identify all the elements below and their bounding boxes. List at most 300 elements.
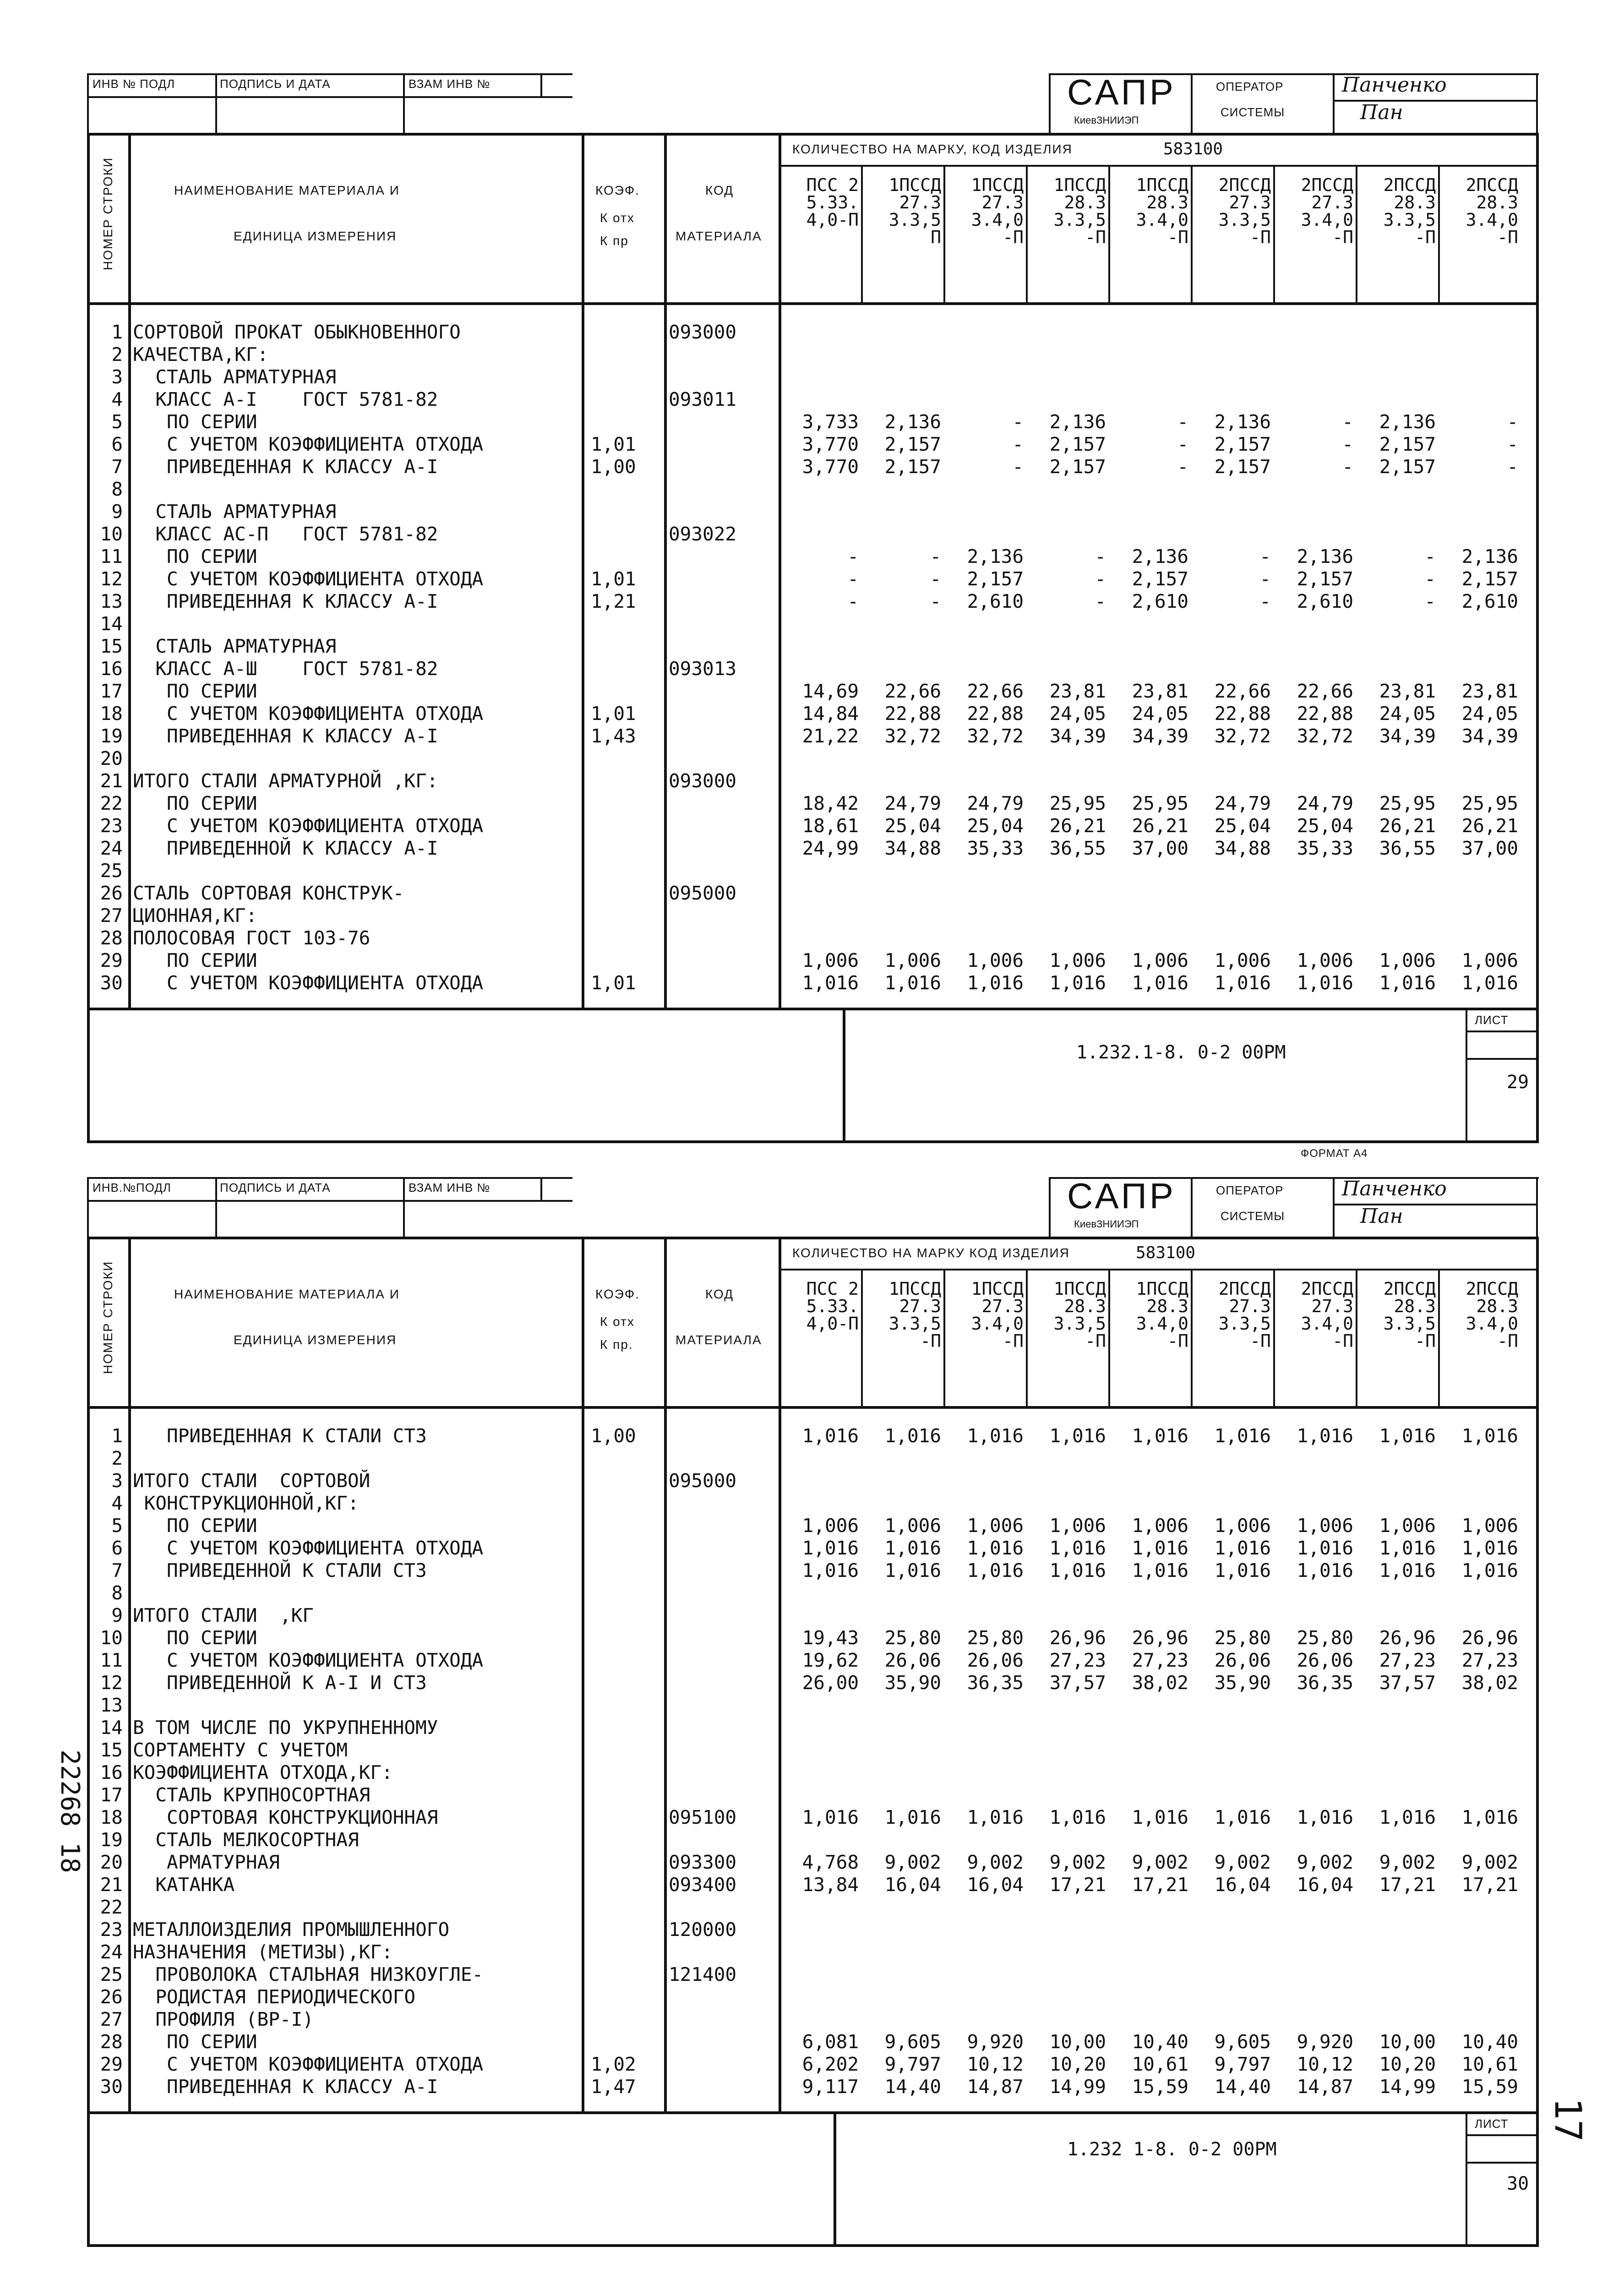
quantity-cell: 1,016 (967, 1806, 1024, 1828)
quantity-cell: 1,016 (802, 972, 859, 994)
table-row (82, 1514, 1534, 1537)
quantity-cell: 24,79 (1214, 792, 1271, 814)
format-label: ФОРМАТ А4 (1301, 1147, 1368, 1160)
quantity-cell: - (1342, 456, 1353, 478)
quantity-cell: 6,081 (802, 2031, 859, 2053)
quantity-cell: 22,66 (1297, 680, 1353, 702)
material-code: 093000 (669, 770, 737, 792)
quantity-cell: 1,016 (967, 972, 1024, 994)
quantity-cell: - (1095, 568, 1106, 590)
rule (1108, 1269, 1110, 1406)
quantity-cell: 1,016 (1461, 1806, 1518, 1828)
quantity-cell: 1,016 (1461, 1425, 1518, 1447)
row-number: 18 (100, 1806, 123, 1828)
material-name: АРМАТУРНАЯ (133, 1851, 280, 1873)
table-row (82, 2053, 1534, 2076)
quantity-cell: 2,157 (884, 456, 941, 478)
material-name: КЛАСС А-I ГОСТ 5781-82 (133, 388, 438, 410)
row-number: 4 (111, 388, 123, 410)
row-number-header: НОМЕР СТРОКИ (101, 1260, 115, 1374)
quantity-cell: - (1342, 411, 1353, 433)
rule (87, 1140, 1539, 1143)
row-number: 28 (100, 927, 123, 949)
row-number: 26 (100, 1986, 123, 2008)
quantity-cell: 38,02 (1461, 1672, 1518, 1694)
row-number: 9 (111, 1604, 123, 1626)
row-number-header: НОМЕР СТРОКИ (101, 157, 115, 270)
row-number: 29 (100, 949, 123, 971)
quantity-cell: 14,69 (802, 680, 859, 702)
rule (943, 1269, 945, 1406)
quantity-cell: 1,016 (802, 1425, 859, 1447)
quantity-cell: 10,40 (1461, 2031, 1518, 2053)
code-header-2: МАТЕРИАЛА (676, 1333, 762, 1347)
quantity-cell: 2,136 (1132, 545, 1188, 567)
quantity-cell: - (1259, 545, 1271, 567)
page-side-number: 17 (1547, 2098, 1589, 2142)
material-name: ИТОГО СТАЛИ ,КГ (133, 1604, 314, 1626)
rule (1438, 1269, 1440, 1406)
quantity-cell: 1,016 (1297, 1537, 1353, 1559)
quantity-cell: 37,57 (1379, 1672, 1436, 1694)
material-name: ПО СЕРИИ (133, 680, 257, 702)
row-number: 4 (111, 1492, 123, 1514)
rule (87, 1177, 572, 1179)
quantity-cell: 26,21 (1461, 815, 1518, 837)
quantity-cell: 1,016 (802, 1559, 859, 1581)
row-number: 21 (100, 1874, 123, 1896)
quantity-cell: 36,55 (1049, 837, 1106, 859)
table-row (82, 1739, 1534, 1761)
material-header-2: ЕДИНИЦА ИЗМЕРЕНИЯ (234, 1333, 397, 1347)
row-number: 9 (111, 501, 123, 523)
row-number: 23 (100, 1919, 123, 1941)
quantity-cell: 19,62 (802, 1649, 859, 1671)
quantity-cell: 2,157 (1049, 433, 1106, 455)
rule (1536, 133, 1539, 1140)
material-code: 095000 (669, 882, 737, 904)
quantity-cell: 18,42 (802, 792, 859, 814)
table-row (82, 1649, 1534, 1672)
table-row (82, 680, 1534, 703)
quantity-cell: 1,006 (967, 1515, 1024, 1537)
quantity-cell: 2,157 (884, 433, 941, 455)
material-name: С УЧЕТОМ КОЭФФИЦИЕНТА ОТХОДА (133, 972, 484, 994)
quantity-cell: 26,96 (1132, 1627, 1188, 1649)
waste-coefficient: 1,01 (591, 703, 636, 725)
quantity-cell: 1,016 (884, 1537, 941, 1559)
material-name: С УЧЕТОМ КОЭФФИЦИЕНТА ОТХОДА (133, 568, 484, 590)
quantity-cell: 10,20 (1379, 2053, 1436, 2075)
rule (1333, 73, 1335, 133)
row-number: 28 (100, 2031, 123, 2053)
koef-header-3: К пр (600, 234, 629, 248)
quantity-cell: 35,33 (1297, 837, 1353, 859)
material-name: КАЧЕСТВА,КГ: (133, 344, 269, 365)
quantity-cell: 24,05 (1379, 703, 1436, 725)
quantity-cell: 27,23 (1049, 1649, 1106, 1671)
quantity-cell: 16,04 (1214, 1874, 1271, 1896)
quantity-cell: 10,20 (1049, 2053, 1106, 2075)
quantity-cell: 26,21 (1379, 815, 1436, 837)
quantity-cell: 1,016 (802, 1537, 859, 1559)
quantity-cell: 36,35 (967, 1672, 1024, 1694)
row-number: 8 (111, 1582, 123, 1604)
quantity-cell: 22,88 (967, 703, 1024, 725)
product-code: 583100 (1163, 140, 1223, 158)
rule (1191, 165, 1193, 302)
qty-header: КОЛИЧЕСТВО НА МАРКУ, КОД ИЗДЕЛИЯ (792, 142, 1073, 156)
table-row (82, 725, 1534, 747)
quantity-cell: 32,72 (967, 725, 1024, 747)
quantity-cell: 25,04 (884, 815, 941, 837)
rule (1536, 1237, 1539, 2244)
quantity-cell: 26,96 (1049, 1627, 1106, 1649)
material-name: С УЧЕТОМ КОЭФФИЦИЕНТА ОТХОДА (133, 1537, 484, 1559)
row-number: 21 (100, 770, 123, 792)
quantity-cell: 1,016 (1379, 972, 1436, 994)
koef-header-2: К отх (600, 1314, 635, 1329)
quantity-cell: 15,59 (1132, 2076, 1188, 2098)
table-row (82, 747, 1534, 770)
row-number: 3 (111, 1470, 123, 1492)
quantity-cell: 32,72 (884, 725, 941, 747)
quantity-cell: 2,157 (1049, 456, 1106, 478)
row-number: 16 (100, 1761, 123, 1783)
material-name: ПРИВЕДЕННАЯ К КЛАССУ А-I (133, 456, 438, 478)
mark-column-header: 1ПССД 27.3 3.3,5 П (888, 175, 941, 247)
quantity-cell: 37,00 (1132, 837, 1188, 859)
mark-column-header: 1ПССД 27.3 3.4,0 -П (971, 1279, 1024, 1351)
quantity-cell: 23,81 (1461, 680, 1518, 702)
quantity-cell: - (847, 590, 859, 612)
rule (861, 165, 863, 302)
koef-header-2: К отх (600, 211, 635, 225)
material-name: СТАЛЬ АРМАТУРНАЯ (133, 501, 337, 523)
quantity-cell: 1,016 (1379, 1806, 1436, 1828)
row-number: 27 (100, 905, 123, 927)
quantity-cell: 24,99 (802, 837, 859, 859)
list-label: ЛИСТ (1475, 2117, 1509, 2131)
quantity-cell: 1,016 (967, 1425, 1024, 1447)
quantity-cell: 32,72 (1297, 725, 1353, 747)
rule (1466, 1030, 1539, 1032)
waste-coefficient: 1,00 (591, 456, 636, 478)
material-name: РОДИСТАЯ ПЕРИОДИЧЕСКОГО (133, 1986, 416, 2008)
quantity-cell: 24,05 (1461, 703, 1518, 725)
quantity-cell: 1,006 (967, 949, 1024, 971)
operator-name: Панченко (1342, 73, 1447, 97)
quantity-cell: - (1342, 433, 1353, 455)
waste-coefficient: 1,01 (591, 972, 636, 994)
material-name: С УЧЕТОМ КОЭФФИЦИЕНТА ОТХОДА (133, 2053, 484, 2075)
quantity-cell: 26,21 (1049, 815, 1106, 837)
quantity-cell: 24,79 (1297, 792, 1353, 814)
material-name: С УЧЕТОМ КОЭФФИЦИЕНТА ОТХОДА (133, 703, 484, 725)
row-number: 1 (111, 1425, 123, 1447)
quantity-cell: 3,770 (802, 456, 859, 478)
quantity-cell: 25,80 (884, 1627, 941, 1649)
mark-column-header: 1ПССД 28.3 3.3,5 -П (1053, 175, 1106, 247)
system-label: СИСТЕМЫ (1221, 105, 1285, 119)
quantity-cell: 26,06 (967, 1649, 1024, 1671)
rule (779, 1269, 1539, 1270)
quantity-cell: 23,81 (1049, 680, 1106, 702)
quantity-cell: - (1424, 590, 1436, 612)
quantity-cell: 9,117 (802, 2076, 859, 2098)
row-number: 13 (100, 1694, 123, 1716)
row-number: 11 (100, 545, 123, 567)
quantity-cell: 15,59 (1461, 2076, 1518, 2098)
quantity-cell: 1,016 (1379, 1425, 1436, 1447)
material-name: ПРИВЕДЕННОЙ К СТАЛИ СТ3 (133, 1559, 427, 1581)
material-header-1: НАИМЕНОВАНИЕ МАТЕРИАЛА И (174, 1287, 400, 1301)
table-row (82, 769, 1534, 792)
table-row (82, 523, 1534, 545)
code-header-2: МАТЕРИАЛА (676, 229, 762, 243)
quantity-cell: 35,90 (884, 1672, 941, 1694)
rule (1108, 165, 1110, 302)
mark-column-header: 1ПССД 27.3 3.3,5 -П (888, 1279, 941, 1351)
material-name: ПРИВЕДЕННАЯ К КЛАССУ А-I (133, 2076, 438, 2098)
rule (1049, 73, 1051, 133)
rule (1049, 1177, 1051, 1237)
quantity-cell: 1,016 (884, 1559, 941, 1581)
material-name: ПО СЕРИИ (133, 545, 257, 567)
quantity-cell: 2,610 (1461, 590, 1518, 612)
material-name: СТАЛЬ КРУПНОСОРТНАЯ (133, 1784, 371, 1806)
list-label: ЛИСТ (1475, 1013, 1509, 1027)
rule (540, 1177, 542, 1200)
rule (87, 1008, 1539, 1010)
table-row (82, 1469, 1534, 1492)
material-name: КАТАНКА (133, 1874, 235, 1896)
row-number: 8 (111, 478, 123, 500)
quantity-cell: - (1424, 545, 1436, 567)
table-row (82, 1828, 1534, 1851)
quantity-cell: 9,002 (884, 1851, 941, 1873)
row-number: 12 (100, 568, 123, 590)
quantity-cell: 38,02 (1132, 1672, 1188, 1694)
rule (843, 1008, 845, 1140)
quantity-cell: 10,61 (1132, 2053, 1188, 2075)
rule (87, 302, 1539, 305)
row-number: 7 (111, 456, 123, 478)
rule (540, 73, 542, 96)
code-header-1: КОД (705, 183, 734, 197)
material-name: ПО СЕРИИ (133, 792, 257, 814)
material-code: 120000 (669, 1919, 737, 1941)
quantity-cell: 34,39 (1461, 725, 1518, 747)
mark-column-header: 2ПССД 28.3 3.3,5 -П (1383, 1279, 1436, 1351)
quantity-cell: 26,21 (1132, 815, 1188, 837)
quantity-cell: 23,81 (1132, 680, 1188, 702)
rule (1273, 165, 1275, 302)
quantity-cell: 1,016 (1049, 1559, 1106, 1581)
quantity-cell: 2,136 (1461, 545, 1518, 567)
table-row (82, 1447, 1534, 1470)
material-header-2: ЕДИНИЦА ИЗМЕРЕНИЯ (234, 229, 397, 243)
sapr-org: КиевЗНИИЭП (1074, 114, 1139, 126)
mark-column-header: 1ПССД 28.3 3.4,0 -П (1136, 1279, 1188, 1351)
quantity-cell: - (1259, 568, 1271, 590)
mark-column-header: 1ПССД 28.3 3.3,5 -П (1053, 1279, 1106, 1351)
row-number: 2 (111, 1447, 123, 1469)
material-name: КОНСТРУКЦИОННОЙ,КГ: (133, 1492, 359, 1514)
rule (1356, 1269, 1357, 1406)
quantity-cell: 17,21 (1049, 1874, 1106, 1896)
quantity-cell: 34,88 (1214, 837, 1271, 859)
quantity-cell: 1,006 (1132, 1515, 1188, 1537)
table-row (82, 1671, 1534, 1694)
mark-column-header: 1ПССД 28.3 3.4,0 -П (1136, 175, 1188, 247)
quantity-cell: 27,23 (1379, 1649, 1436, 1671)
quantity-cell: 23,81 (1379, 680, 1436, 702)
quantity-cell: 2,157 (1214, 433, 1271, 455)
mark-column-header: ПСС 2 5.33. 4,0-П (806, 175, 859, 230)
quantity-cell: 9,002 (967, 1851, 1024, 1873)
quantity-cell: 3,733 (802, 411, 859, 433)
quantity-cell: 2,157 (1214, 456, 1271, 478)
material-name: СТАЛЬ АРМАТУРНАЯ (133, 366, 337, 388)
koef-header-1: КОЭФ. (595, 183, 640, 197)
material-name: В ТОМ ЧИСЛЕ ПО УКРУПНЕННОМУ (133, 1717, 438, 1739)
quantity-cell: 22,88 (884, 703, 941, 725)
quantity-cell: 2,136 (967, 545, 1024, 567)
quantity-cell: 25,04 (967, 815, 1024, 837)
quantity-cell: 25,80 (967, 1627, 1024, 1649)
table-row (82, 1783, 1534, 1806)
quantity-cell: 1,016 (967, 1559, 1024, 1581)
rule (87, 73, 89, 133)
row-number: 6 (111, 433, 123, 455)
quantity-cell: 10,61 (1461, 2053, 1518, 2075)
material-code: 121400 (669, 1963, 737, 1985)
material-name: КЛАСС А-Ш ГОСТ 5781-82 (133, 658, 438, 680)
mark-column-header: 2ПССД 27.3 3.4,0 -П (1301, 175, 1353, 247)
row-number: 7 (111, 1559, 123, 1581)
material-name: ПО СЕРИИ (133, 2031, 257, 2053)
quantity-cell: 9,002 (1049, 1851, 1106, 1873)
quantity-cell: 1,006 (1297, 949, 1353, 971)
quantity-cell: 1,016 (884, 972, 941, 994)
quantity-cell: 14,99 (1379, 2076, 1436, 2098)
quantity-cell: 14,87 (967, 2076, 1024, 2098)
rule (87, 1406, 1539, 1409)
quantity-cell: 1,006 (1049, 949, 1106, 971)
material-name: НАЗНАЧЕНИЯ (МЕТИЗЫ),КГ: (133, 1941, 393, 1963)
quantity-cell: 2,157 (1132, 568, 1188, 590)
table-row (82, 321, 1534, 344)
quantity-cell: - (1177, 411, 1188, 433)
sapr-logo: САПР (1067, 72, 1176, 112)
material-code: 095000 (669, 1470, 737, 1492)
quantity-cell: 14,40 (1214, 2076, 1271, 2098)
row-number: 30 (100, 972, 123, 994)
material-header-1: НАИМЕНОВАНИЕ МАТЕРИАЛА И (174, 183, 400, 197)
material-name: ПРИВЕДЕННАЯ К КЛАССУ А-I (133, 590, 438, 612)
rule (1466, 2162, 1539, 2164)
table-row (82, 1963, 1534, 1986)
quantity-cell: 10,00 (1379, 2031, 1436, 2053)
quantity-cell: 1,016 (1132, 1806, 1188, 1828)
quantity-cell: 2,157 (1379, 456, 1436, 478)
table-row (82, 1424, 1534, 1447)
mark-column-header: 2ПССД 28.3 3.4,0 -П (1466, 175, 1518, 247)
quantity-cell: 25,95 (1132, 792, 1188, 814)
quantity-cell: 2,136 (1049, 411, 1106, 433)
table-row (82, 949, 1534, 972)
waste-coefficient: 1,01 (591, 433, 636, 455)
row-number: 10 (100, 1627, 123, 1649)
quantity-cell: 21,22 (802, 725, 859, 747)
material-name: ПО СЕРИИ (133, 949, 257, 971)
sapr-logo: САПР (1067, 1176, 1176, 1216)
table-row (82, 859, 1534, 882)
row-number: 5 (111, 1515, 123, 1537)
table-row (82, 1559, 1534, 1582)
material-name: ПРИВЕДЕННАЯ К КЛАССУ А-I (133, 725, 438, 747)
material-code: 093011 (669, 388, 737, 410)
row-number: 12 (100, 1672, 123, 1694)
material-code: 093022 (669, 523, 737, 545)
quantity-cell: 16,04 (884, 1874, 941, 1896)
quantity-cell: 26,96 (1461, 1627, 1518, 1649)
quantity-cell: 34,39 (1132, 725, 1188, 747)
vzam-label: ВЗАМ ИНВ № (409, 77, 490, 91)
quantity-cell: 10,12 (967, 2053, 1024, 2075)
sign-date-label: ПОДПИСЬ И ДАТА (220, 1181, 331, 1194)
quantity-cell: - (1177, 456, 1188, 478)
table-row (82, 702, 1534, 725)
material-name: ПРОФИЛЯ (ВР-I) (133, 2008, 314, 2030)
quantity-cell: 1,016 (1461, 1537, 1518, 1559)
table-row (82, 814, 1534, 837)
quantity-cell: 9,920 (967, 2031, 1024, 2053)
material-code: 095100 (669, 1806, 737, 1828)
quantity-cell: 25,80 (1297, 1627, 1353, 1649)
table-row (82, 455, 1534, 478)
rule (87, 96, 572, 98)
quantity-cell: 9,920 (1297, 2031, 1353, 2053)
quantity-cell: 34,39 (1379, 725, 1436, 747)
row-number: 14 (100, 1717, 123, 1739)
material-code: 093013 (669, 658, 737, 680)
quantity-cell: 26,00 (802, 1672, 859, 1694)
table-row (82, 567, 1534, 590)
list-number: 29 (1507, 1072, 1529, 1093)
quantity-cell: 26,06 (1297, 1649, 1353, 1671)
material-name: ПРОВОЛОКА СТАЛЬНАЯ НИЗКОУГЛЕ- (133, 1963, 484, 1985)
row-number: 24 (100, 837, 123, 859)
row-number: 15 (100, 1739, 123, 1761)
quantity-cell: 1,006 (884, 1515, 941, 1537)
sign-date-label: ПОДПИСЬ И ДАТА (220, 77, 331, 91)
row-number: 27 (100, 2008, 123, 2030)
material-name: ПРИВЕДЕННАЯ К СТАЛИ СТ3 (133, 1425, 427, 1447)
mark-column-header: 2ПССД 27.3 3.4,0 -П (1301, 1279, 1353, 1351)
quantity-cell: 22,88 (1214, 703, 1271, 725)
material-name: ПО СЕРИИ (133, 1515, 257, 1537)
quantity-cell: 1,006 (884, 949, 941, 971)
quantity-cell: - (1095, 590, 1106, 612)
row-number: 10 (100, 523, 123, 545)
quantity-cell: 1,006 (802, 1515, 859, 1537)
quantity-cell: 1,016 (1214, 1806, 1271, 1828)
row-number: 19 (100, 725, 123, 747)
table-row (82, 1806, 1534, 1829)
quantity-cell: 37,00 (1461, 837, 1518, 859)
